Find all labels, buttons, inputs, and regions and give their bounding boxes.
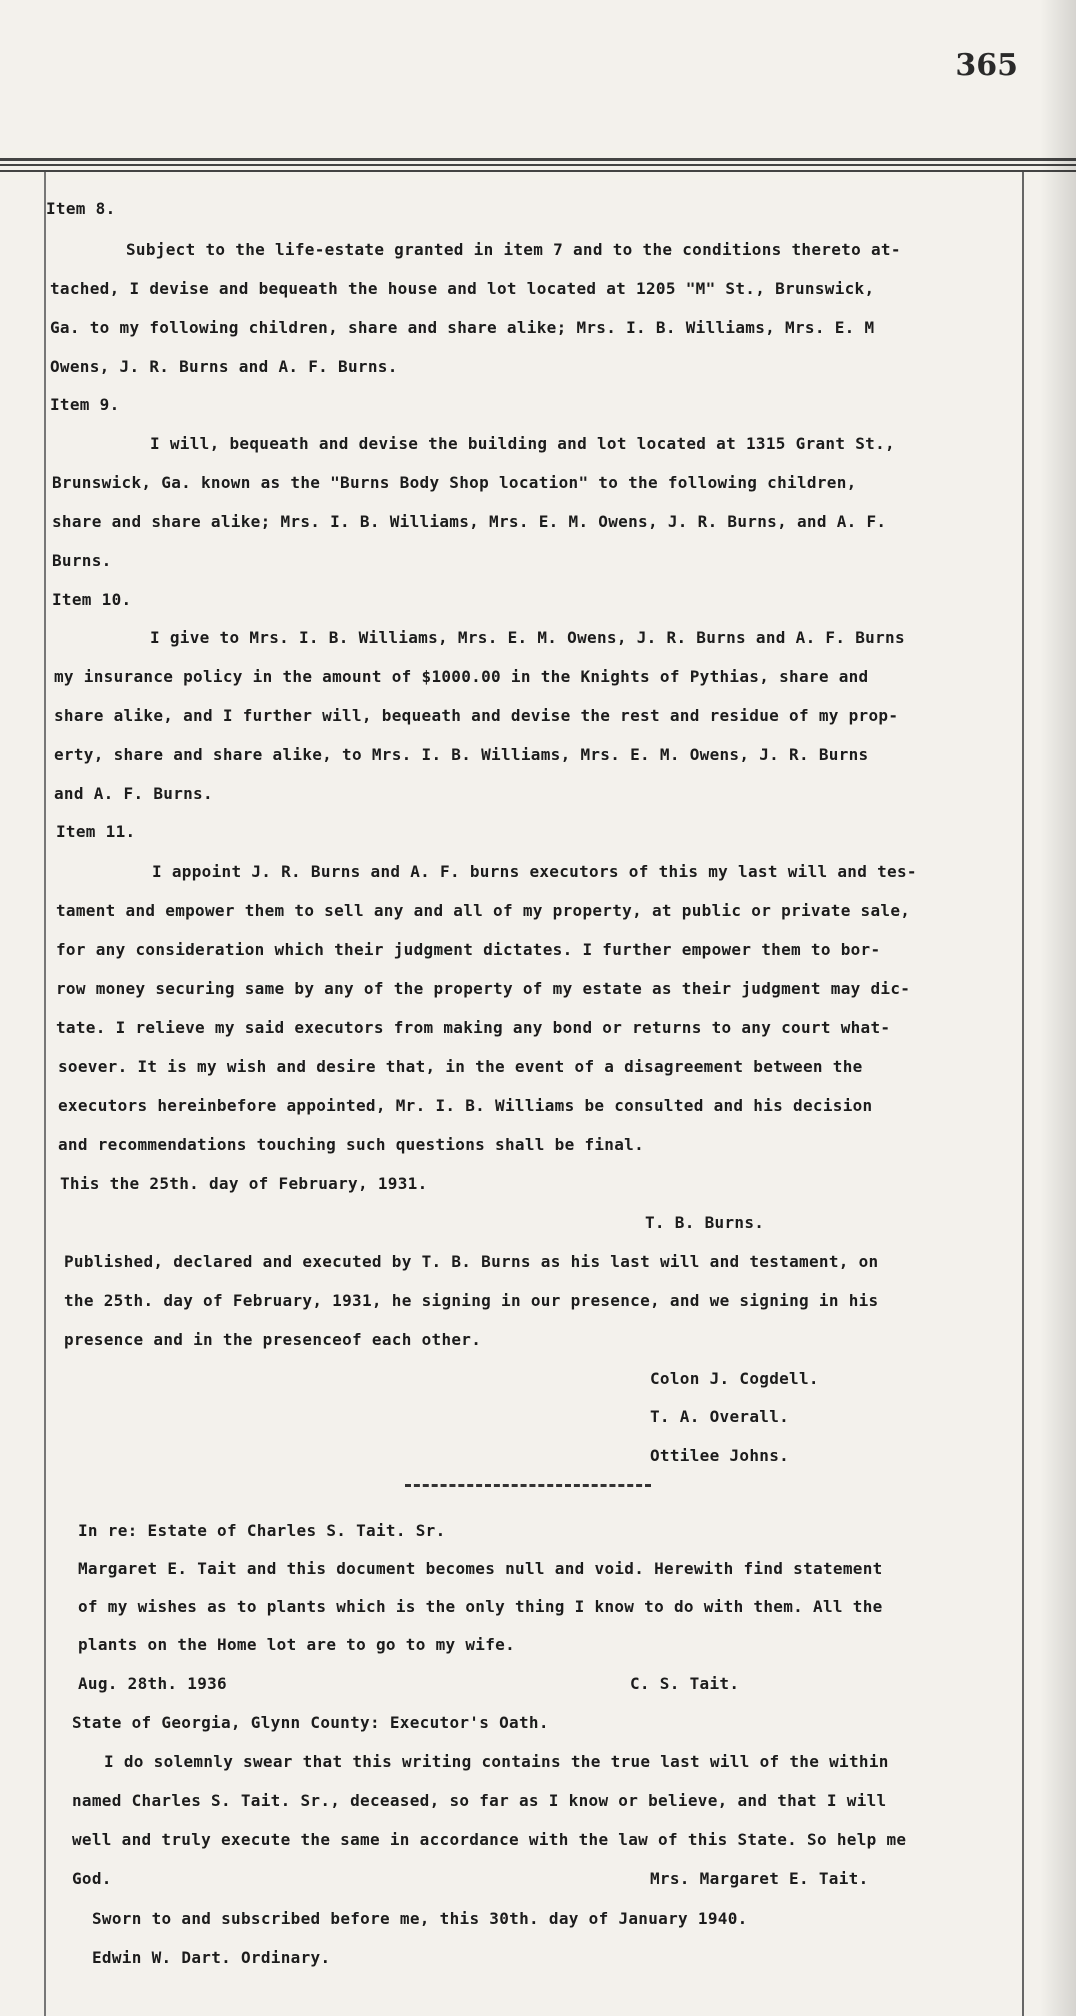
text-line: God. [72,1869,112,1888]
text-line: C. S. Tait. [630,1674,740,1693]
text-line: plants on the Home lot are to go to my wife. [78,1635,516,1654]
text-line: share and share alike; Mrs. I. B. Williams, Mrs. E. M. Owens, J. R. Burns, and A. F. [52,512,887,531]
text-line: of my wishes as to plants which is the only thing I know to do with them. All the [78,1597,883,1616]
header-rule [0,164,1076,166]
text-line: In re: Estate of Charles S. Tait. Sr. [78,1521,446,1540]
text-line: named Charles S. Tait. Sr., deceased, so far as I know or believe, and that I will [72,1791,887,1810]
text-line: I will, bequeath and devise the building and lot located at 1315 Grant St., [150,434,895,453]
text-line: soever. It is my wish and desire that, in the event of a disagreement between the [58,1057,863,1076]
text-line: Sworn to and subscribed before me, this 30th. day of January 1940. [92,1909,748,1928]
text-line: This the 25th. day of February, 1931. [60,1174,428,1193]
page-number: 365 [955,48,1018,83]
text-line: Ottilee Johns. [650,1446,790,1465]
page-edge-shadow [1040,0,1076,2016]
text-line: my insurance policy in the amount of $1000.00 in the Knights of Pythias, share and [54,667,869,686]
text-line: Item 9. [50,395,120,414]
text-line: State of Georgia, Glynn County: Executor's Oath. [72,1713,549,1732]
text-line: Ga. to my following children, share and share alike; Mrs. I. B. Williams, Mrs. E. M [50,318,875,337]
text-line: row money securing same by any of the property of my estate as their judgment may dic- [56,979,911,998]
text-line: Item 11. [56,822,136,841]
text-line: the 25th. day of February, 1931, he signing in our presence, and we signing in his [64,1291,879,1310]
text-line: Edwin W. Dart. Ordinary. [92,1948,331,1967]
left-margin-line [44,172,46,2016]
text-line: executors hereinbefore appointed, Mr. I. B. Williams be consulted and his decision [58,1096,873,1115]
text-line: Owens, J. R. Burns and A. F. Burns. [50,357,398,376]
text-line: and recommendations touching such questions shall be final. [58,1135,645,1154]
text-line: I give to Mrs. I. B. Williams, Mrs. E. M. Owens, J. R. Burns and A. F. Burns [150,628,905,647]
text-line: and A. F. Burns. [54,784,213,803]
text-line: erty, share and share alike, to Mrs. I. B. Williams, Mrs. E. M. Owens, J. R. Burns [54,745,869,764]
header-rule [0,170,1076,172]
text-line: Brunswick, Ga. known as the "Burns Body Shop location" to the following children, [52,473,857,492]
text-line: Subject to the life-estate granted in item 7 and to the conditions thereto at- [126,240,901,259]
header-rule [0,158,1076,161]
text-line: Burns. [52,551,112,570]
text-line: Published, declared and executed by T. B. Burns as his last will and testament, on [64,1252,879,1271]
text-line: Aug. 28th. 1936 [78,1674,227,1693]
text-line: I appoint J. R. Burns and A. F. burns executors of this my last will and tes- [152,862,917,881]
text-line: tached, I devise and bequeath the house and lot located at 1205 "M" St., Brunswick, [50,279,875,298]
section-divider [405,1484,651,1487]
text-line: share alike, and I further will, bequeath and devise the rest and residue of my prop- [54,706,899,725]
text-line: Mrs. Margaret E. Tait. [650,1869,869,1888]
text-line: I do solemnly swear that this writing contains the true last will of the within [104,1752,889,1771]
text-line: for any consideration which their judgment dictates. I further empower them to bor- [56,940,881,959]
text-line: Item 10. [52,590,132,609]
text-line: T. A. Overall. [650,1407,790,1426]
text-line: Item 8. [46,199,116,218]
text-line: Colon J. Cogdell. [650,1369,819,1388]
text-line: Margaret E. Tait and this document becomes null and void. Herewith find statement [78,1559,883,1578]
text-line: tament and empower them to sell any and all of my property, at public or private sale, [56,901,911,920]
text-line: presence and in the presenceof each other. [64,1330,482,1349]
right-margin-line [1022,172,1024,2016]
text-line: well and truly execute the same in accordance with the law of this State. So help me [72,1830,907,1849]
text-line: T. B. Burns. [645,1213,765,1232]
text-line: tate. I relieve my said executors from making any bond or returns to any court what- [56,1018,891,1037]
